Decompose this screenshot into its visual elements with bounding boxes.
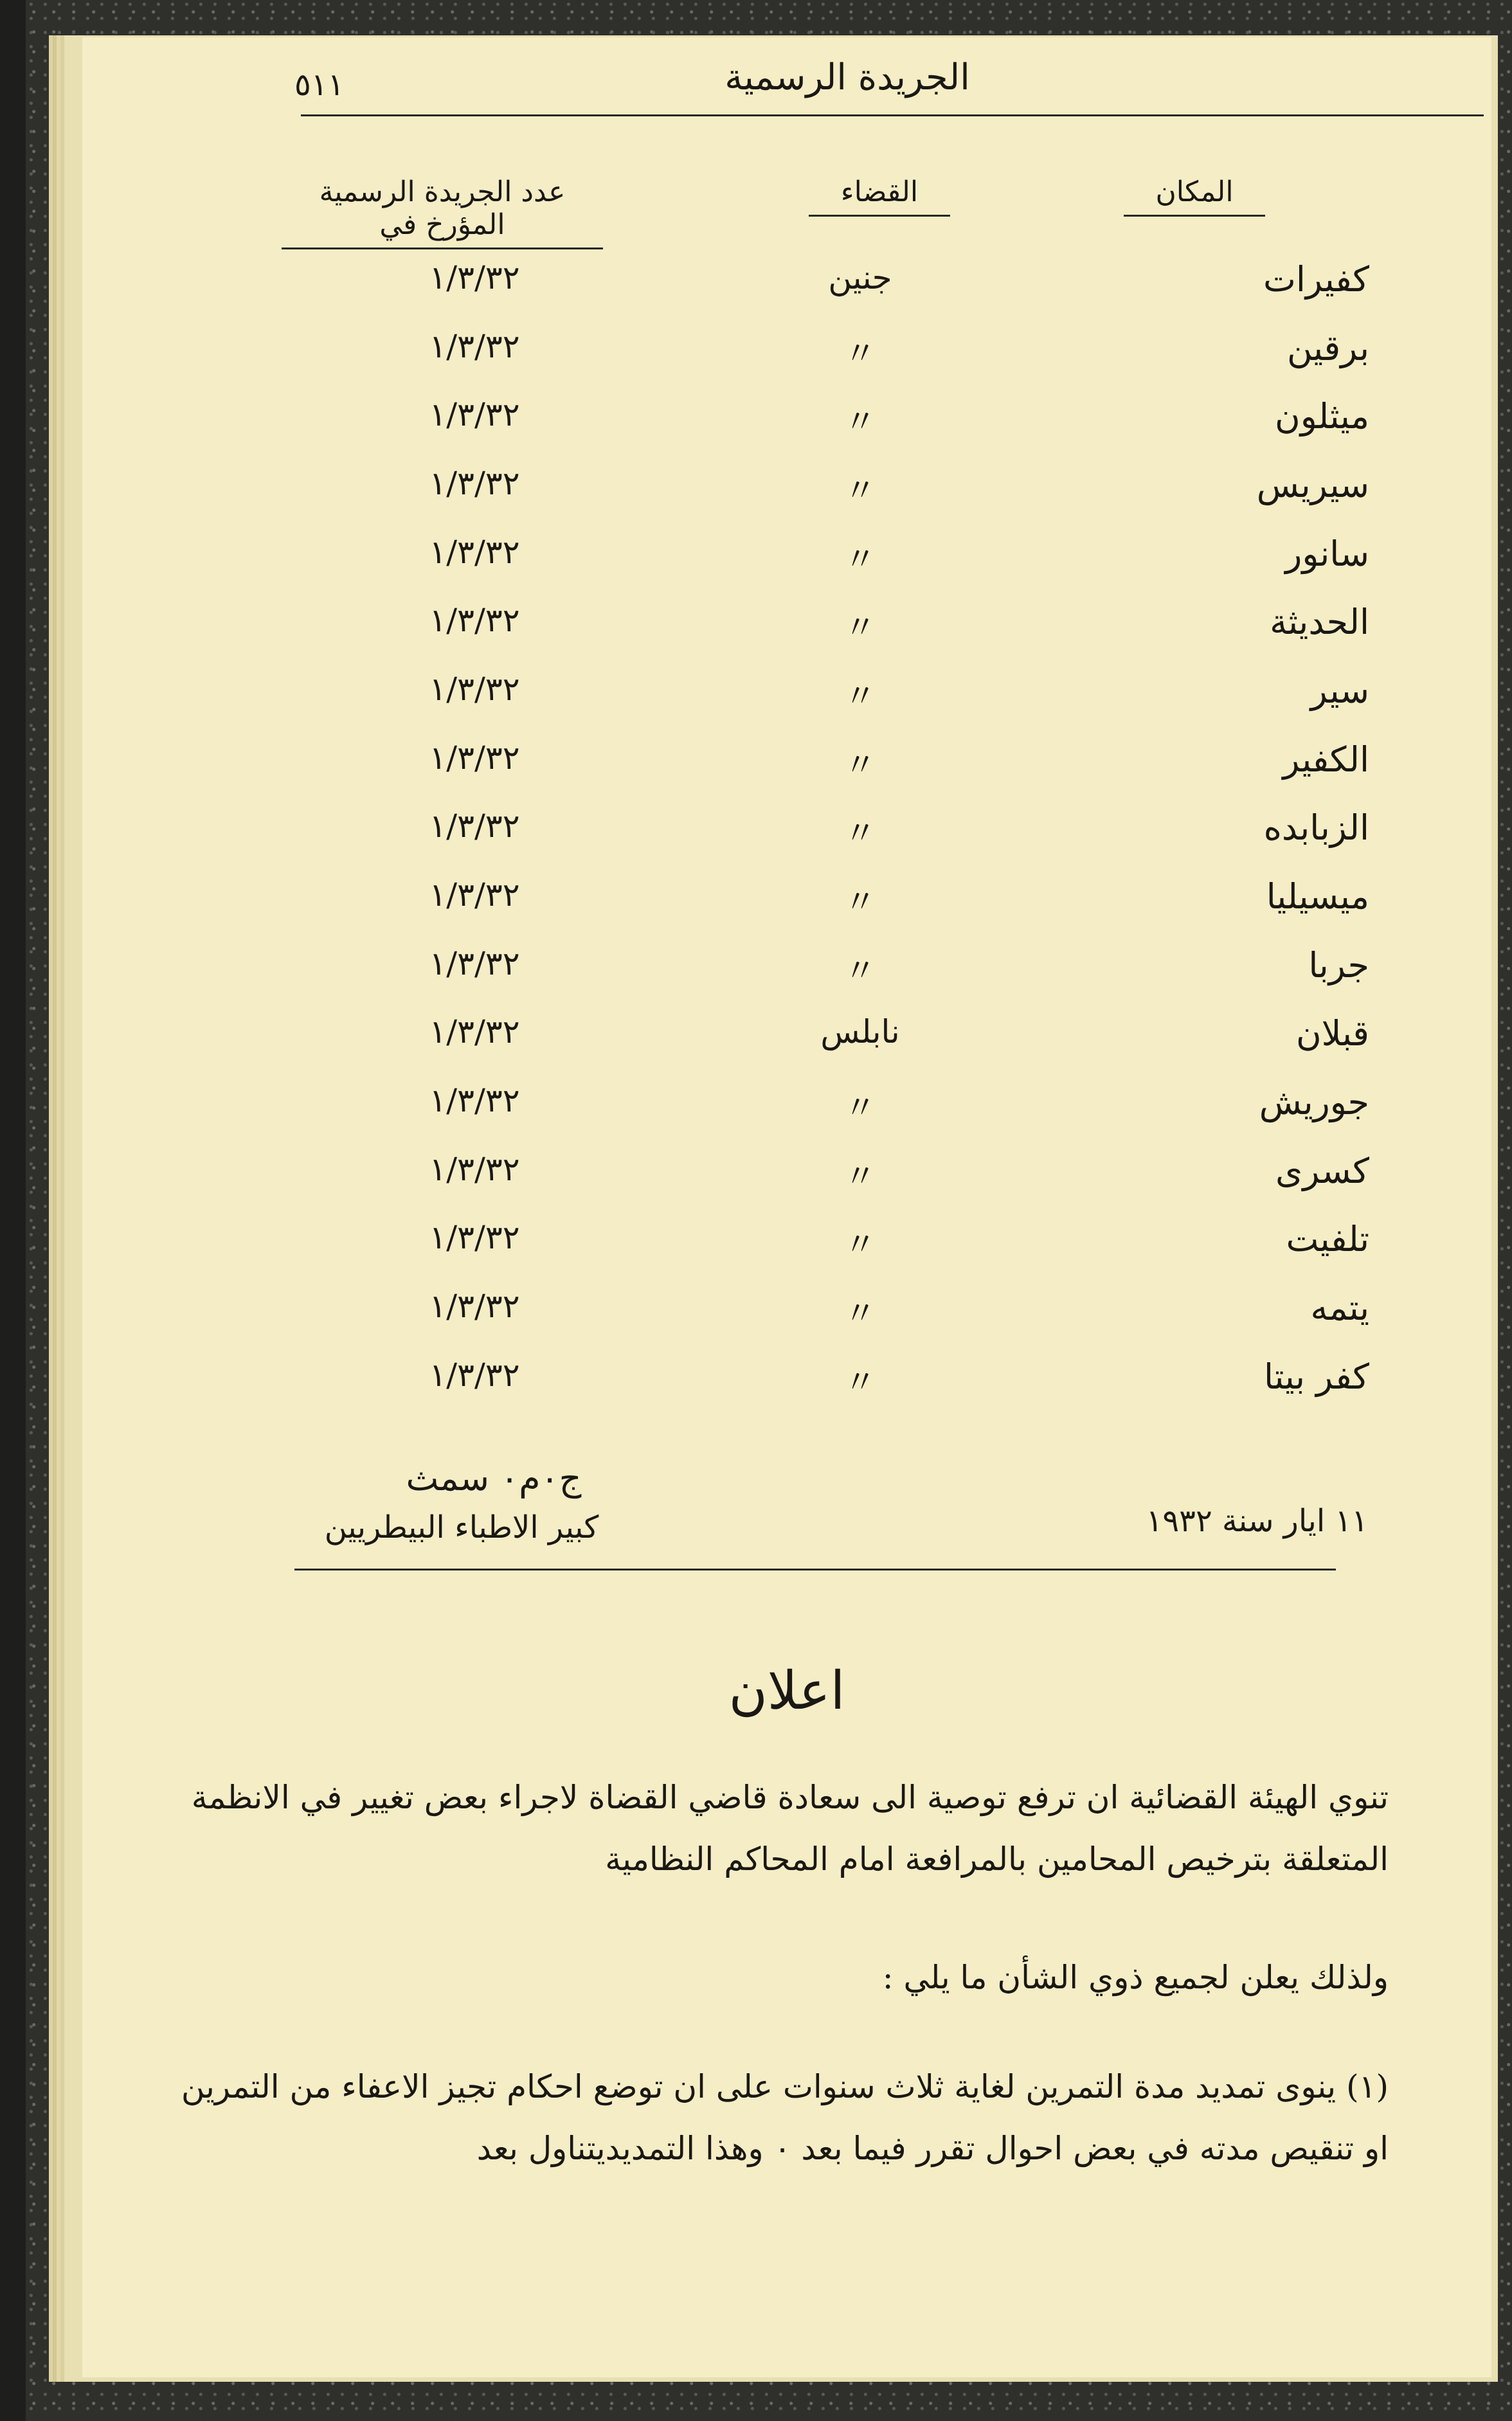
header-place-underline bbox=[1124, 215, 1265, 217]
table-row bbox=[82, 945, 1491, 1009]
place-cell: كسرى bbox=[1275, 1151, 1369, 1191]
district-cell: 〃 bbox=[844, 1364, 876, 1401]
book-spine bbox=[0, 0, 26, 2421]
date-cell: ١/٣/٣٢ bbox=[429, 1013, 520, 1050]
table-row bbox=[82, 259, 1491, 323]
district-cell: 〃 bbox=[844, 883, 876, 921]
date-cell: ١/٣/٣٢ bbox=[429, 602, 520, 639]
table-row bbox=[82, 1288, 1491, 1352]
place-cell: سير bbox=[1310, 670, 1369, 711]
place-cell: كفيرات bbox=[1263, 259, 1369, 300]
district-cell: 〃 bbox=[844, 1226, 876, 1263]
district-cell: 〃 bbox=[844, 403, 876, 440]
date-cell: ١/٣/٣٢ bbox=[429, 465, 520, 502]
date-cell: ١/٣/٣٢ bbox=[429, 534, 520, 571]
date-cell: ١/٣/٣٢ bbox=[429, 807, 520, 845]
place-cell: جربا bbox=[1308, 945, 1369, 986]
signatory-name: ج٠م٠ سمث bbox=[406, 1458, 582, 1498]
district-cell: 〃 bbox=[844, 541, 876, 578]
date-cell: ١/٣/٣٢ bbox=[429, 739, 520, 777]
district-cell: 〃 bbox=[844, 746, 876, 784]
place-cell: ميسيليا bbox=[1266, 876, 1369, 917]
district-cell: 〃 bbox=[844, 1295, 876, 1332]
head-rule bbox=[301, 114, 1484, 116]
table-row bbox=[82, 1356, 1491, 1421]
district-cell: 〃 bbox=[844, 335, 876, 372]
running-title: الجريدة الرسمية bbox=[724, 57, 970, 98]
table-row bbox=[82, 1013, 1491, 1077]
table-row bbox=[82, 396, 1491, 460]
date-cell: ١/٣/٣٢ bbox=[429, 945, 520, 982]
district-cell: 〃 bbox=[844, 1089, 876, 1126]
district-cell: نابلس bbox=[820, 1013, 900, 1050]
place-cell: كفر بيتا bbox=[1263, 1356, 1369, 1397]
district-cell: 〃 bbox=[844, 815, 876, 852]
place-cell: تلفيت bbox=[1286, 1219, 1369, 1259]
date-cell: ١/٣/٣٢ bbox=[429, 259, 520, 296]
gazette-page bbox=[82, 37, 1491, 2377]
notice-paragraph-3: (١) ينوى تمديد مدة التمرين لغاية ثلاث سنوات على ان توضع احكام تجيز الاعفاء من التمرين او تنقيص مدته في بعض احوال تقرر فيما بعد ٠ وهذا التمديديتناول بعد bbox=[181, 2068, 1389, 2167]
table-row bbox=[82, 1219, 1491, 1283]
place-cell: قبلان bbox=[1296, 1013, 1369, 1054]
date-cell: ١/٣/٣٢ bbox=[429, 1151, 520, 1188]
place-cell: الحديثة bbox=[1270, 602, 1369, 642]
header-gazette-underline bbox=[282, 248, 603, 249]
notice-date: ١١ ايار سنة ١٩٣٢ bbox=[1146, 1503, 1368, 1539]
district-cell: 〃 bbox=[844, 609, 876, 646]
table-row bbox=[82, 670, 1491, 735]
district-cell: 〃 bbox=[844, 952, 876, 989]
page-number: ٥١١ bbox=[294, 67, 345, 103]
table-row bbox=[82, 876, 1491, 941]
date-cell: ١/٣/٣٢ bbox=[429, 328, 520, 365]
table-row bbox=[82, 534, 1491, 598]
place-cell: برقين bbox=[1286, 328, 1369, 368]
place-cell: سانور bbox=[1285, 534, 1369, 574]
header-place bbox=[1124, 176, 1265, 217]
table-row bbox=[82, 465, 1491, 529]
place-cell: الزبابده bbox=[1263, 807, 1369, 848]
header-gazette bbox=[282, 176, 603, 249]
district-cell: 〃 bbox=[844, 1158, 876, 1195]
table-row bbox=[82, 1082, 1491, 1146]
signatory-title: كبير الاطباء البيطريين bbox=[324, 1509, 599, 1545]
date-cell: ١/٣/٣٢ bbox=[429, 1219, 520, 1256]
district-cell: 〃 bbox=[844, 678, 876, 715]
place-cell: يتمه bbox=[1310, 1288, 1369, 1328]
notice-title: اعلان bbox=[728, 1661, 845, 1722]
header-gazette-label: عدد الجريدة الرسمية المؤرخ في bbox=[319, 176, 566, 241]
date-cell: ١/٣/٣٢ bbox=[429, 876, 520, 914]
date-cell: ١/٣/٣٢ bbox=[429, 1082, 520, 1119]
date-cell: ١/٣/٣٢ bbox=[429, 396, 520, 433]
place-cell: ميثلون bbox=[1275, 396, 1369, 437]
table-row bbox=[82, 1151, 1491, 1215]
place-cell: الكفير bbox=[1282, 739, 1369, 780]
district-cell: 〃 bbox=[844, 472, 876, 509]
table-row bbox=[82, 328, 1491, 392]
place-cell: جوريش bbox=[1259, 1082, 1369, 1122]
running-head bbox=[211, 50, 1484, 114]
notice-paragraph-1: تنوي الهيئة القضائية ان ترفع توصية الى سعادة قاضي القضاة لاجراء بعض تغيير في الانظمة المتعلقة بترخيص المحامين بالمرافعة امام المحاكم النظامية bbox=[191, 1779, 1389, 1878]
table-row bbox=[82, 602, 1491, 666]
header-place-label: المكان bbox=[1155, 176, 1234, 208]
date-cell: ١/٣/٣٢ bbox=[429, 670, 520, 708]
table-row bbox=[82, 739, 1491, 804]
notice-paragraph-2: ولذلك يعلن لجميع ذوي الشأن ما يلي : bbox=[882, 1959, 1389, 1996]
district-cell: جنين bbox=[828, 259, 892, 296]
table-row bbox=[82, 807, 1491, 872]
date-cell: ١/٣/٣٢ bbox=[429, 1288, 520, 1325]
header-district bbox=[809, 176, 950, 217]
section-divider bbox=[294, 1569, 1336, 1571]
place-cell: سيريس bbox=[1256, 465, 1369, 505]
header-district-label: القضاء bbox=[840, 176, 919, 208]
date-cell: ١/٣/٣٢ bbox=[429, 1356, 520, 1394]
header-district-underline bbox=[809, 215, 950, 217]
